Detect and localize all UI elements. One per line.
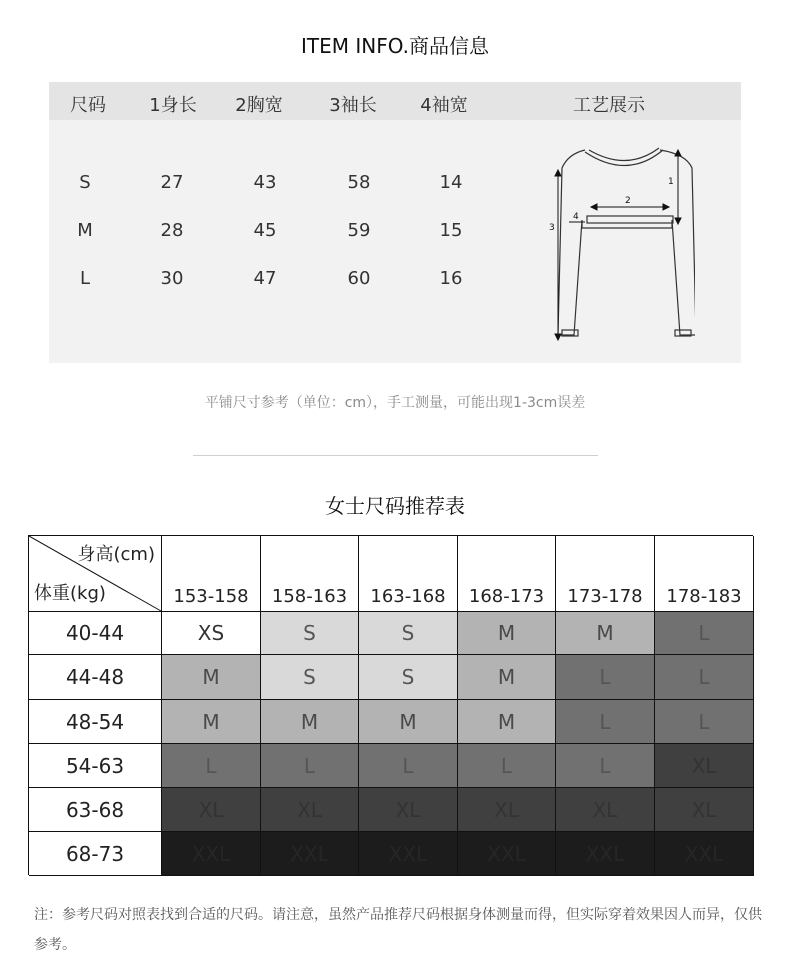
size-recommend-table — [28, 535, 753, 875]
size-cell: XL — [458, 788, 556, 832]
size-cell: M — [458, 700, 556, 744]
size-label: S — [79, 172, 91, 193]
weight-header-cell: 48-54 — [29, 700, 162, 744]
size-cell: L — [556, 700, 655, 744]
measure-note: 平铺尺寸参考（单位：cm），手工测量，可能出现1-3cm误差 — [204, 395, 586, 411]
diagram-label-2: 2 — [625, 196, 631, 206]
weight-header-cell: 40-44 — [29, 612, 162, 655]
size-info-header — [49, 82, 741, 120]
weight-header-cell: 44-48 — [29, 655, 162, 700]
size-cell: M — [162, 700, 261, 744]
sleeve-width-value: 16 — [439, 268, 463, 289]
size-cell: XL — [655, 788, 754, 832]
header-length: 1身长 — [149, 95, 197, 116]
size-cell: M — [556, 612, 655, 655]
weight-header-cell: 54-63 — [29, 744, 162, 788]
sleeve-width-value: 14 — [439, 172, 463, 193]
size-cell: M — [162, 655, 261, 700]
size-cell: XXL — [359, 832, 458, 876]
size-cell: XXL — [556, 832, 655, 876]
height-header-cell: 173-178 — [556, 536, 655, 612]
size-cell: L — [162, 744, 261, 788]
size-cell: M — [458, 655, 556, 700]
sleeve-length-value: 60 — [347, 268, 371, 289]
size-cell: XL — [655, 744, 754, 788]
size-cell: XXL — [162, 832, 261, 876]
diagram-label-3: 3 — [549, 223, 555, 233]
height-header-cell: 178-183 — [655, 536, 754, 612]
chest-value: 45 — [253, 220, 277, 241]
size-cell: XL — [261, 788, 359, 832]
size-label: L — [79, 268, 91, 289]
size-cell: L — [655, 655, 754, 700]
chest-value: 47 — [253, 268, 277, 289]
size-cell: XS — [162, 612, 261, 655]
recommend-title: 女士尺码推荐表 — [325, 494, 465, 518]
header-sleeve-length: 3袖长 — [329, 95, 377, 116]
weight-header-cell: 68-73 — [29, 832, 162, 876]
size-cell: L — [556, 655, 655, 700]
size-cell: XXL — [458, 832, 556, 876]
size-cell: L — [556, 744, 655, 788]
size-cell: L — [655, 612, 754, 655]
size-cell: L — [655, 700, 754, 744]
header-craft: 工艺展示 — [573, 95, 645, 116]
height-header-cell: 163-168 — [359, 536, 458, 612]
sleeve-length-value: 58 — [347, 172, 371, 193]
corner-weight-label: 体重(kg) — [34, 583, 106, 604]
corner-cell — [29, 536, 162, 612]
divider — [193, 455, 598, 456]
size-cell: L — [458, 744, 556, 788]
size-cell: L — [359, 744, 458, 788]
size-cell: XXL — [655, 832, 754, 876]
footer-note: 注：参考尺码对照表找到合适的尺码。请注意，虽然产品推荐尺码根据身体测量而得，但实际穿着效果因人而异，仅供参考。 — [34, 907, 762, 953]
size-cell: XL — [359, 788, 458, 832]
diagram-label-1: 1 — [668, 177, 674, 187]
diagram-label-4: 4 — [573, 212, 579, 222]
page-title: ITEM INFO.商品信息 — [300, 34, 490, 58]
size-cell: XL — [556, 788, 655, 832]
size-label: M — [77, 220, 93, 241]
height-header-cell: 158-163 — [261, 536, 359, 612]
size-cell: S — [261, 655, 359, 700]
height-header-cell: 153-158 — [162, 536, 261, 612]
size-cell: S — [359, 612, 458, 655]
chest-value: 43 — [253, 172, 277, 193]
size-cell: S — [359, 655, 458, 700]
size-cell: M — [458, 612, 556, 655]
length-value: 27 — [160, 172, 184, 193]
header-size: 尺码 — [70, 95, 106, 116]
size-cell: L — [261, 744, 359, 788]
header-chest: 2胸宽 — [235, 95, 283, 116]
size-cell: XL — [162, 788, 261, 832]
size-cell: M — [261, 700, 359, 744]
size-cell: S — [261, 612, 359, 655]
sleeve-width-value: 15 — [439, 220, 463, 241]
height-header-cell: 168-173 — [458, 536, 556, 612]
header-sleeve-width: 4袖宽 — [420, 95, 468, 116]
corner-height-label: 身高(cm) — [77, 544, 155, 565]
sleeve-length-value: 59 — [347, 220, 371, 241]
size-cell: M — [359, 700, 458, 744]
length-value: 28 — [160, 220, 184, 241]
length-value: 30 — [160, 268, 184, 289]
weight-header-cell: 63-68 — [29, 788, 162, 832]
garment-diagram-icon — [545, 140, 695, 345]
size-cell: XXL — [261, 832, 359, 876]
